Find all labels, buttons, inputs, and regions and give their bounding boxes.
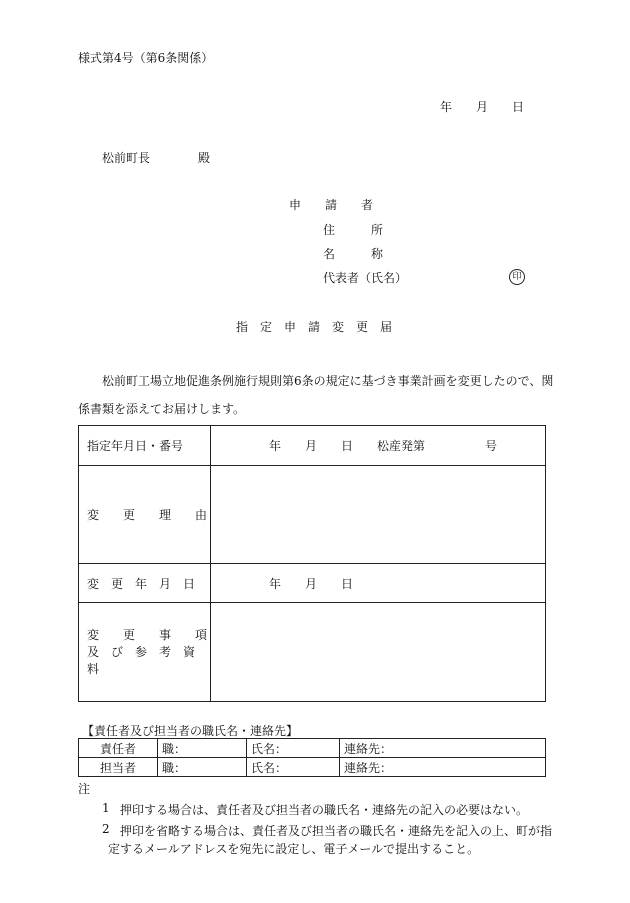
date-line: 年 月 日 — [440, 100, 525, 114]
note-1-text: 押印する場合は、責任者及び担当者の職氏名・連絡先の記入の必要はない。 — [120, 803, 529, 817]
change-reason-label: 変 更 理 由 — [79, 466, 211, 564]
contact-name[interactable]: 氏名： — [247, 739, 340, 758]
contact-post[interactable]: 職： — [158, 758, 247, 777]
designation-date-number-label: 指定年月日・番号 — [79, 426, 211, 466]
contacts-heading: 【責任者及び担当者の職氏名・連絡先】 — [82, 724, 299, 738]
change-reason-value[interactable] — [211, 466, 546, 564]
table-row — [79, 739, 546, 758]
table-row — [79, 426, 546, 466]
note-2-number: 2 — [102, 822, 110, 836]
change-items-label — [79, 603, 211, 702]
contact-post[interactable]: 職： — [158, 739, 247, 758]
seal-mark — [509, 268, 525, 285]
change-items-value[interactable] — [211, 603, 546, 702]
addressee: 松前町長 殿 — [102, 151, 211, 165]
document-title: 指 定 申 請 変 更 届 — [236, 320, 393, 334]
contact-role: 責任者 — [79, 739, 158, 758]
table-row — [79, 758, 546, 777]
change-date-value[interactable]: 年 月 日 — [211, 564, 546, 603]
application-table — [78, 425, 546, 702]
change-items-label-line-2: 及 び 参 考 資 料 — [87, 644, 208, 676]
body-line-1: 松前町工場立地促進条例施行規則第6条の規定に基づき事業計画を変更したので、関 — [102, 374, 554, 388]
designation-date-number-value[interactable]: 年 月 日 松産発第 号 — [211, 426, 546, 466]
note-2-continuation: 定するメールアドレスを宛先に設定し、電子メールで提出すること。 — [108, 842, 480, 856]
applicant-representative-label: 代表者（氏名） — [323, 271, 408, 285]
table-row — [79, 564, 546, 603]
form-number: 様式第4号（第6条関係） — [78, 51, 214, 65]
applicant-name-label: 名 称 — [323, 247, 384, 261]
contact-info[interactable]: 連絡先： — [340, 739, 546, 758]
contact-name[interactable]: 氏名： — [247, 758, 340, 777]
contact-info[interactable]: 連絡先： — [340, 758, 546, 777]
contact-role: 担当者 — [79, 758, 158, 777]
notes-heading: 注 — [78, 782, 91, 796]
table-row — [79, 603, 546, 702]
applicant-heading: 申 請 者 — [289, 198, 374, 212]
note-2-text: 押印を省略する場合は、責任者及び担当者の職氏名・連絡先を記入の上、町が指 — [120, 824, 553, 838]
table-row — [79, 466, 546, 564]
contacts-table — [78, 738, 546, 777]
seal-icon: 印 — [509, 269, 525, 285]
body-line-2: 係書類を添えてお届けします。 — [78, 402, 246, 416]
change-date-label: 変 更 年 月 日 — [79, 564, 211, 603]
applicant-address-label: 住 所 — [323, 223, 384, 237]
change-items-label-line-1: 変 更 事 項 — [87, 627, 208, 642]
note-1-number: 1 — [102, 801, 110, 815]
